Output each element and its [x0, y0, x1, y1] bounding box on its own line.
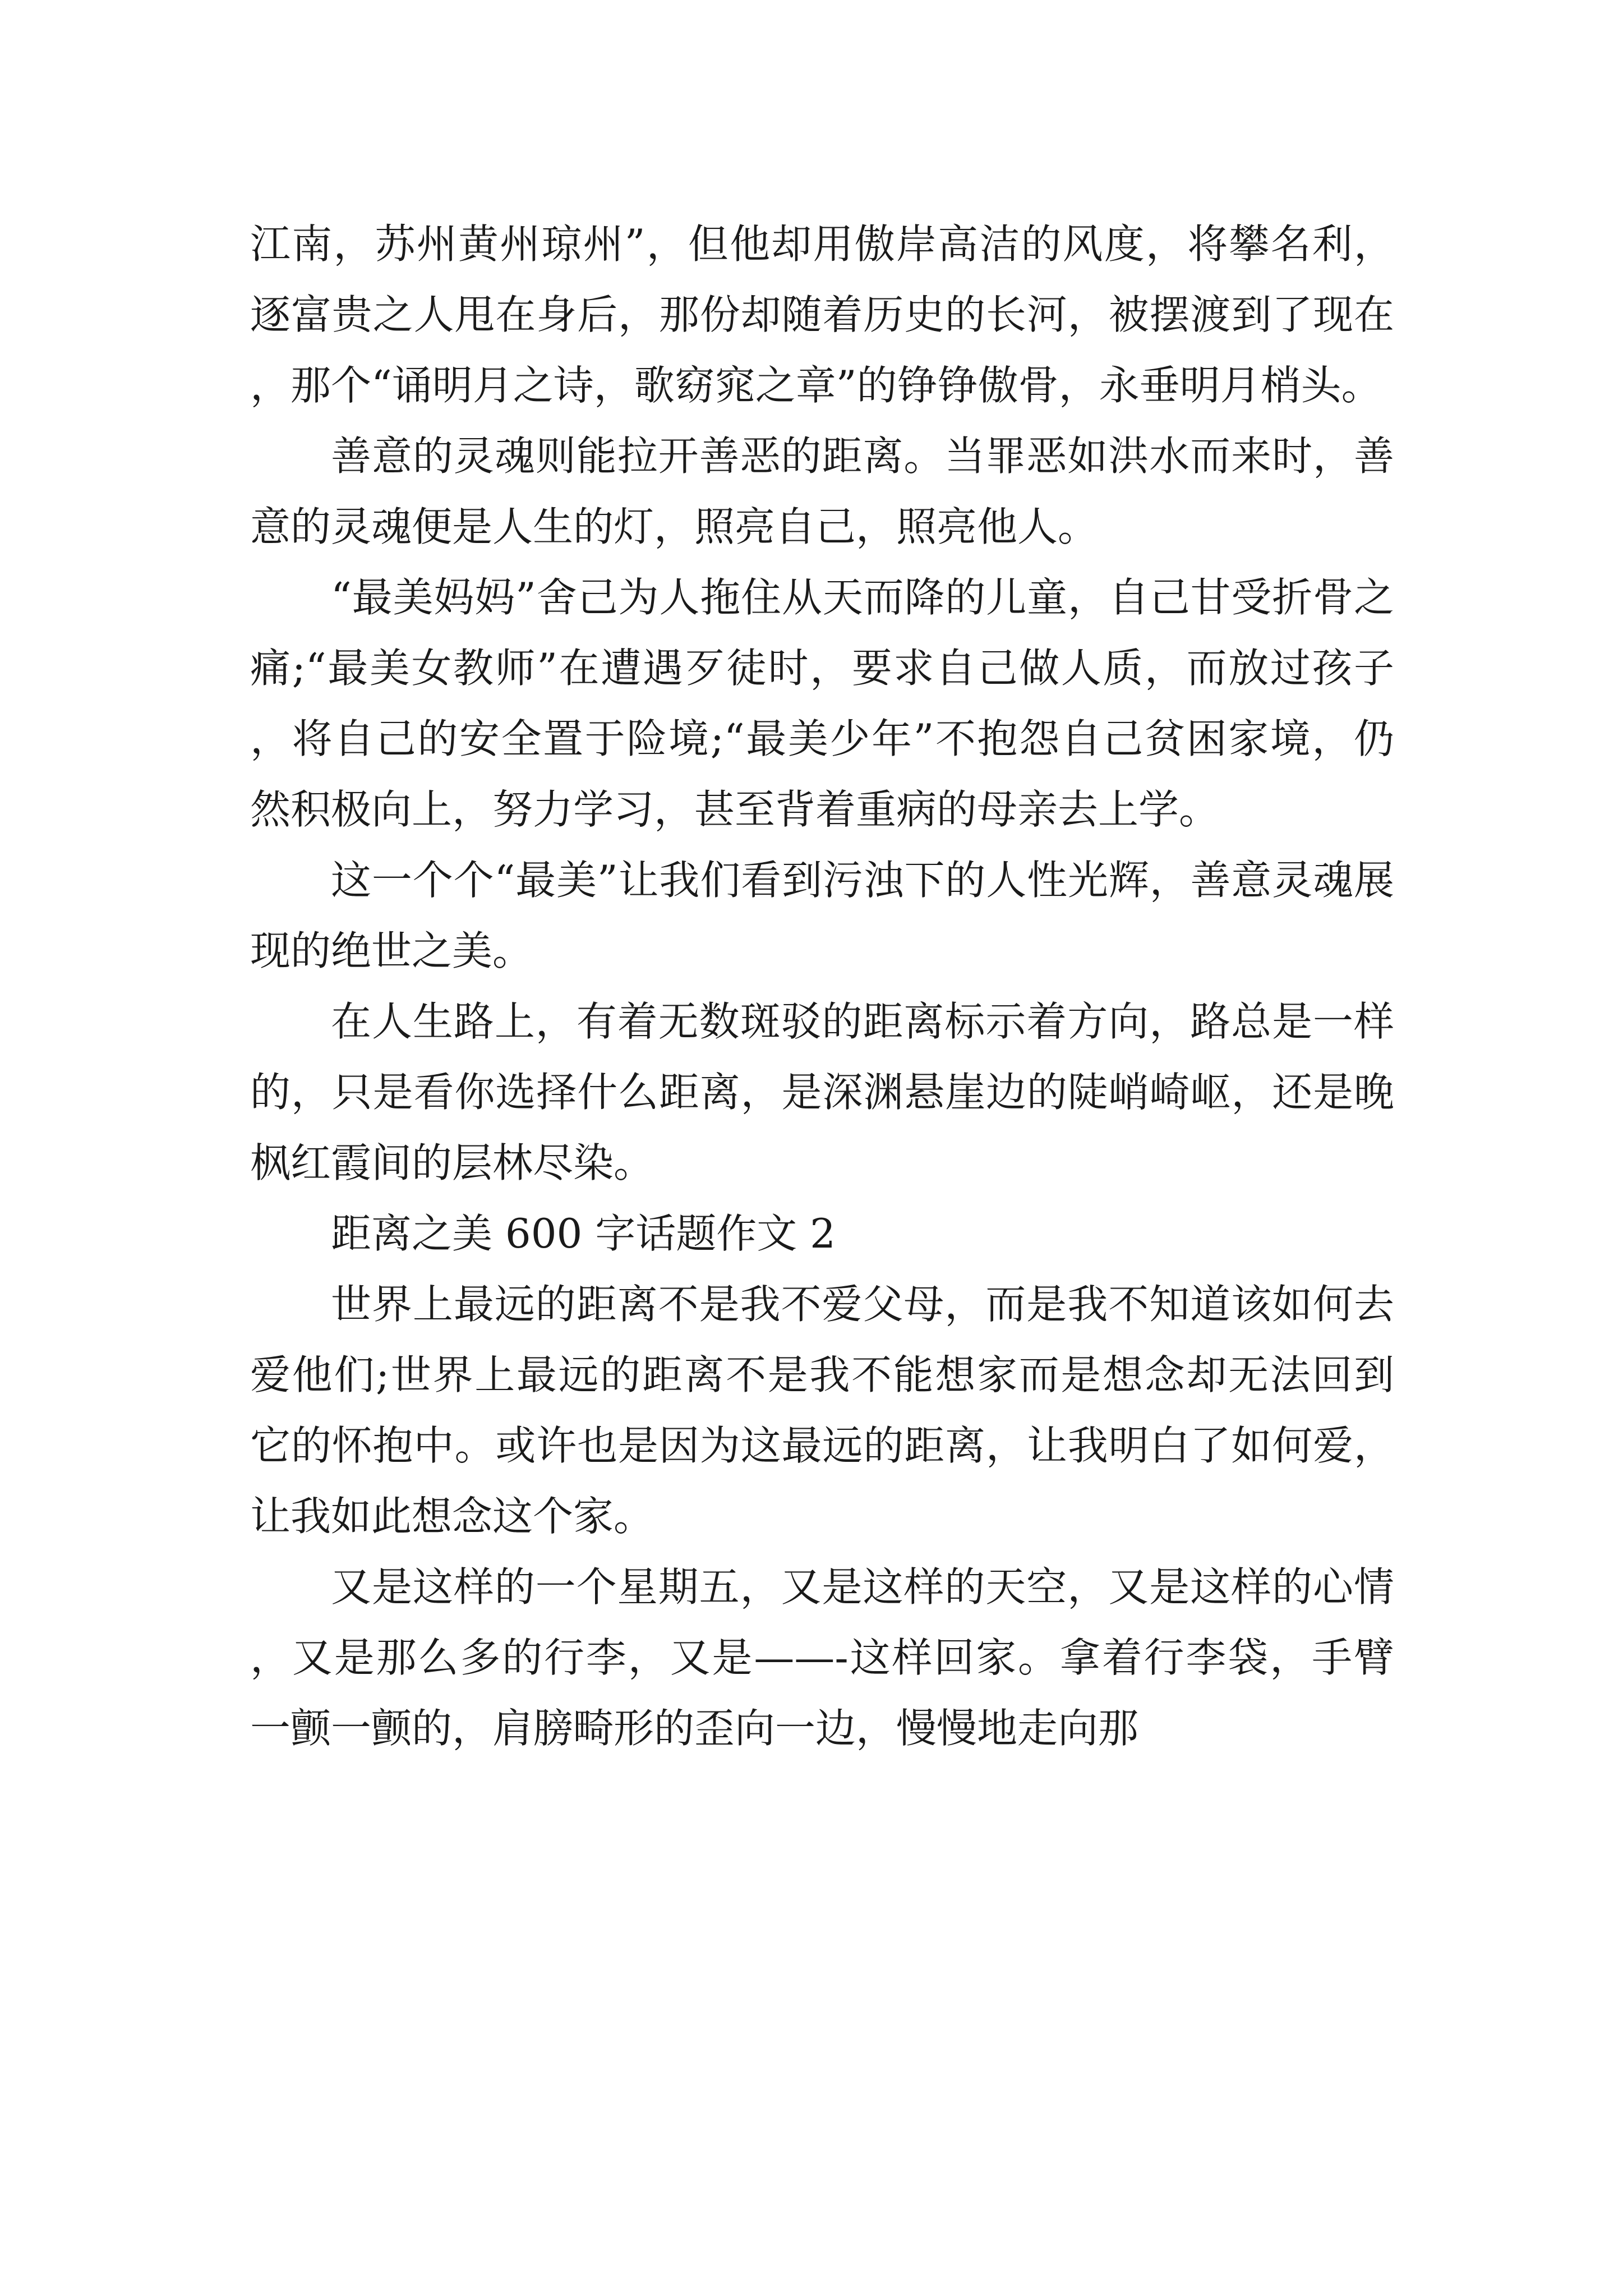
paragraph-7: 又是这样的一个星期五，又是这样的天空，又是这样的心情，又是那么多的行李，又是——-这样回家。拿着行李袋，手臂一颤一颤的，肩膀畸形的歪向一边，慢慢地走向那	[250, 1563, 1394, 1752]
paragraph-6: 世界上最远的距离不是我不爱父母，而是我不知道该如何去爱他们;世界上最远的距离不是我不能想家而是想念却无法回到它的怀抱中。或许也是因为这最远的距离，让我明白了如何爱，让我如此想念这个家。	[250, 1281, 1394, 1540]
paragraph-3: “最美妈妈”舍己为人拖住从天而降的儿童，自己甘受折骨之痛;“最美女教师”在遭遇歹徒时，要求自己做人质，而放过孩子，将自己的安全置于险境;“最美少年”不抱怨自己贫困家境，仍然积极向上，努力学习，甚至背着重病的母亲去上学。	[250, 574, 1394, 833]
paragraph-2: 善意的灵魂则能拉开善恶的距离。当罪恶如洪水而来时，善意的灵魂便是人生的灯，照亮自己，照亮他人。	[250, 432, 1394, 550]
paragraph-4: 这一个个“最美”让我们看到污浊下的人性光辉，善意灵魂展现的绝世之美。	[250, 857, 1394, 974]
document-body	[250, 209, 1394, 1764]
section-heading: 距离之美 600 字话题作文 2	[331, 1210, 836, 1257]
paragraph-5: 在人生路上，有着无数斑驳的距离标示着方向，路总是一样的，只是看你选择什么距离，是深渊悬崖边的陡峭崎岖，还是晚枫红霞间的层林尽染。	[250, 998, 1394, 1186]
paragraph-1: 江南，苏州黄州琼州”，但他却用傲岸高洁的风度，将攀名利，逐富贵之人甩在身后，那份却随着历史的长河，被摆渡到了现在，那个“诵明月之诗，歌窈窕之章”的铮铮傲骨，永垂明月梢头。	[250, 220, 1394, 409]
